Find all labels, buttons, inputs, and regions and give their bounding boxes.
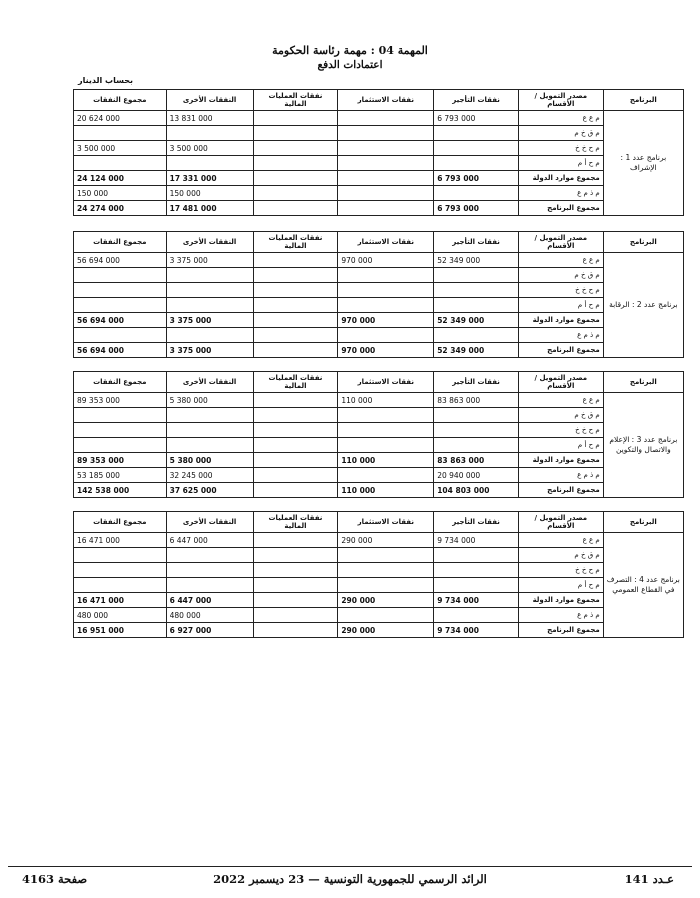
funding-source: م ذ م ع: [518, 328, 603, 343]
amount-wage: 83 863 000: [434, 393, 519, 408]
column-header: نفقات الاستثمار: [338, 372, 434, 393]
amount-invest: [338, 578, 434, 593]
amount-fin: [253, 408, 338, 423]
amount-fin: [253, 171, 338, 186]
amount-wage: [434, 423, 519, 438]
amount-other: 13 831 000: [166, 111, 253, 126]
program-table: [73, 511, 684, 638]
funding-source: م ح أ م: [518, 578, 603, 593]
column-header: مصدر التمويل / الأقسام: [518, 90, 603, 111]
amount-other: [166, 156, 253, 171]
funding-source: م ق خ م: [518, 548, 603, 563]
amount-wage: [434, 283, 519, 298]
amount-invest: 290 000: [338, 623, 434, 638]
column-header: نفقات الاستثمار: [338, 512, 434, 533]
table-row: [74, 298, 684, 313]
funding-source: م ح خ خ: [518, 283, 603, 298]
amount-wage: 52 349 000: [434, 343, 519, 358]
amount-total: 56 694 000: [74, 313, 167, 328]
table-row: [74, 313, 684, 328]
table-row: [74, 141, 684, 156]
amount-wage: [434, 156, 519, 171]
amount-fin: [253, 468, 338, 483]
amount-other: 480 000: [166, 608, 253, 623]
amount-fin: [253, 328, 338, 343]
amount-wage: 52 349 000: [434, 253, 519, 268]
funding-source: م ذ م ع: [518, 186, 603, 201]
amount-fin: [253, 141, 338, 156]
funding-source: م ح أ م: [518, 298, 603, 313]
funding-source: مجموع موارد الدولة: [518, 593, 603, 608]
amount-invest: 110 000: [338, 483, 434, 498]
amount-fin: [253, 623, 338, 638]
amount-other: [166, 268, 253, 283]
amount-wage: [434, 268, 519, 283]
funding-source: م ع ع: [518, 393, 603, 408]
table-row: [74, 563, 684, 578]
amount-wage: 52 349 000: [434, 313, 519, 328]
amount-wage: 6 793 000: [434, 171, 519, 186]
amount-fin: [253, 313, 338, 328]
amount-wage: [434, 298, 519, 313]
funding-source: مجموع البرنامج: [518, 623, 603, 638]
amount-other: [166, 563, 253, 578]
table-row: [74, 393, 684, 408]
amount-fin: [253, 186, 338, 201]
amount-invest: [338, 126, 434, 141]
amount-other: 150 000: [166, 186, 253, 201]
amount-other: [166, 423, 253, 438]
table-row: [74, 283, 684, 298]
amount-total: [74, 578, 167, 593]
amount-other: [166, 438, 253, 453]
column-header: النفقات الأخرى: [166, 90, 253, 111]
amount-fin: [253, 126, 338, 141]
amount-total: 56 694 000: [74, 253, 167, 268]
amount-invest: [338, 268, 434, 283]
amount-total: 3 500 000: [74, 141, 167, 156]
amount-other: 6 447 000: [166, 593, 253, 608]
funding-source: م ق خ م: [518, 126, 603, 141]
amount-invest: 970 000: [338, 343, 434, 358]
column-header: نفقات الاستثمار: [338, 232, 434, 253]
funding-source: م ح أ م: [518, 438, 603, 453]
column-header: مصدر التمويل / الأقسام: [518, 372, 603, 393]
funding-source: م ح خ خ: [518, 141, 603, 156]
funding-source: م ح أ م: [518, 156, 603, 171]
amount-wage: [434, 141, 519, 156]
amount-other: 3 375 000: [166, 313, 253, 328]
amount-fin: [253, 423, 338, 438]
amount-total: [74, 156, 167, 171]
column-header: نفقات العمليات المالية: [253, 90, 338, 111]
funding-source: م ع ع: [518, 533, 603, 548]
amount-total: [74, 438, 167, 453]
amount-invest: [338, 468, 434, 483]
amount-fin: [253, 548, 338, 563]
footer-rule: [8, 866, 692, 867]
program-table: [73, 89, 684, 216]
amount-other: 3 375 000: [166, 343, 253, 358]
amount-fin: [253, 298, 338, 313]
amount-total: 24 274 000: [74, 201, 167, 216]
column-header: نفقات العمليات المالية: [253, 372, 338, 393]
amount-total: 56 694 000: [74, 343, 167, 358]
amount-invest: [338, 141, 434, 156]
amount-other: 3 500 000: [166, 141, 253, 156]
funding-source: مجموع البرنامج: [518, 483, 603, 498]
program-name: برنامج عدد 3 : الإعلام والاتصال والتكوين: [603, 393, 683, 498]
amount-total: [74, 548, 167, 563]
table-row: [74, 156, 684, 171]
amount-other: [166, 548, 253, 563]
column-header: نفقات العمليات المالية: [253, 512, 338, 533]
amount-other: [166, 328, 253, 343]
amount-wage: [434, 408, 519, 423]
amount-total: 16 471 000: [74, 533, 167, 548]
amount-total: [74, 408, 167, 423]
funding-source: مجموع موارد الدولة: [518, 171, 603, 186]
program-name: برنامج عدد 4 : التصرف في القطاع العمومي: [603, 533, 683, 638]
table-row: [74, 408, 684, 423]
program-name: برنامج عدد 1 : الإشراف: [603, 111, 683, 216]
amount-other: 6 927 000: [166, 623, 253, 638]
page-number: صفحة 4163: [22, 872, 88, 886]
table-row: [74, 468, 684, 483]
amount-invest: [338, 156, 434, 171]
amount-fin: [253, 201, 338, 216]
amount-invest: [338, 201, 434, 216]
program-table: [73, 371, 684, 498]
funding-source: مجموع موارد الدولة: [518, 453, 603, 468]
amount-invest: 970 000: [338, 253, 434, 268]
amount-other: 3 375 000: [166, 253, 253, 268]
funding-source: مجموع موارد الدولة: [518, 313, 603, 328]
amount-other: [166, 578, 253, 593]
funding-source: مجموع البرنامج: [518, 343, 603, 358]
amount-other: 17 481 000: [166, 201, 253, 216]
column-header: البرنامج: [603, 512, 683, 533]
amount-fin: [253, 268, 338, 283]
amount-fin: [253, 593, 338, 608]
funding-source: م ح خ خ: [518, 423, 603, 438]
column-header: نفقات التأجير: [434, 372, 519, 393]
amount-other: [166, 408, 253, 423]
table-row: [74, 593, 684, 608]
amount-fin: [253, 438, 338, 453]
amount-other: 6 447 000: [166, 533, 253, 548]
column-header: نفقات العمليات المالية: [253, 232, 338, 253]
amount-wage: 20 940 000: [434, 468, 519, 483]
amount-total: 89 353 000: [74, 393, 167, 408]
amount-fin: [253, 343, 338, 358]
funding-source: مجموع البرنامج: [518, 201, 603, 216]
column-header: نفقات الاستثمار: [338, 90, 434, 111]
amount-total: 142 538 000: [74, 483, 167, 498]
amount-other: 5 380 000: [166, 393, 253, 408]
amount-wage: [434, 438, 519, 453]
amount-total: 53 185 000: [74, 468, 167, 483]
table-row: [74, 453, 684, 468]
amount-fin: [253, 483, 338, 498]
amount-wage: [434, 578, 519, 593]
funding-source: م ق خ م: [518, 408, 603, 423]
column-header: نفقات التأجير: [434, 232, 519, 253]
amount-invest: 970 000: [338, 313, 434, 328]
column-header: مصدر التمويل / الأقسام: [518, 512, 603, 533]
amount-wage: [434, 126, 519, 141]
amount-wage: [434, 548, 519, 563]
column-header: مجموع النفقات: [74, 90, 167, 111]
amount-total: [74, 423, 167, 438]
amount-total: 24 124 000: [74, 171, 167, 186]
table-row: [74, 201, 684, 216]
amount-wage: [434, 328, 519, 343]
column-header: النفقات الأخرى: [166, 512, 253, 533]
amount-total: [74, 126, 167, 141]
table-row: [74, 608, 684, 623]
mission-title: المهمة 04 : مهمة رئاسة الحكومة: [272, 44, 428, 57]
column-header: مصدر التمويل / الأقسام: [518, 232, 603, 253]
amount-invest: [338, 186, 434, 201]
amount-total: [74, 283, 167, 298]
table-row: [74, 126, 684, 141]
amount-wage: 9 734 000: [434, 623, 519, 638]
table-row: [74, 533, 684, 548]
amount-total: [74, 563, 167, 578]
amount-total: 16 471 000: [74, 593, 167, 608]
amount-wage: [434, 563, 519, 578]
amount-invest: 110 000: [338, 453, 434, 468]
table-row: [74, 423, 684, 438]
column-header: مجموع النفقات: [74, 512, 167, 533]
section-subtitle: اعتمادات الدفع: [317, 59, 383, 71]
amount-invest: [338, 563, 434, 578]
table-row: [74, 548, 684, 563]
unit-note: بحساب الدينار: [78, 76, 133, 85]
column-header: البرنامج: [603, 232, 683, 253]
table-row: [74, 343, 684, 358]
amount-fin: [253, 533, 338, 548]
amount-invest: [338, 171, 434, 186]
column-header: البرنامج: [603, 372, 683, 393]
amount-fin: [253, 111, 338, 126]
column-header: النفقات الأخرى: [166, 372, 253, 393]
amount-invest: [338, 328, 434, 343]
amount-other: [166, 283, 253, 298]
funding-source: م ع ع: [518, 253, 603, 268]
funding-source: م ذ م ع: [518, 608, 603, 623]
amount-fin: [253, 283, 338, 298]
program-name: برنامج عدد 2 : الرقابة: [603, 253, 683, 358]
table-row: [74, 268, 684, 283]
amount-other: 37 625 000: [166, 483, 253, 498]
amount-wage: 6 793 000: [434, 111, 519, 126]
amount-invest: [338, 608, 434, 623]
amount-fin: [253, 453, 338, 468]
funding-source: م ق خ م: [518, 268, 603, 283]
amount-wage: [434, 186, 519, 201]
amount-other: 32 245 000: [166, 468, 253, 483]
column-header: النفقات الأخرى: [166, 232, 253, 253]
amount-invest: [338, 283, 434, 298]
amount-total: [74, 328, 167, 343]
column-header: البرنامج: [603, 90, 683, 111]
amount-fin: [253, 393, 338, 408]
amount-invest: [338, 423, 434, 438]
amount-total: 16 951 000: [74, 623, 167, 638]
amount-total: 480 000: [74, 608, 167, 623]
amount-total: [74, 268, 167, 283]
table-row: [74, 623, 684, 638]
table-row: [74, 186, 684, 201]
amount-fin: [253, 253, 338, 268]
amount-fin: [253, 578, 338, 593]
program-table: [73, 231, 684, 358]
table-row: [74, 578, 684, 593]
amount-total: 150 000: [74, 186, 167, 201]
amount-wage: 6 793 000: [434, 201, 519, 216]
table-row: [74, 438, 684, 453]
table-row: [74, 328, 684, 343]
table-row: [74, 253, 684, 268]
table-row: [74, 483, 684, 498]
amount-wage: 9 734 000: [434, 593, 519, 608]
funding-source: م ذ م ع: [518, 468, 603, 483]
funding-source: م ع ع: [518, 111, 603, 126]
amount-invest: [338, 111, 434, 126]
amount-invest: 290 000: [338, 593, 434, 608]
amount-wage: 104 803 000: [434, 483, 519, 498]
amount-invest: [338, 298, 434, 313]
amount-fin: [253, 156, 338, 171]
amount-other: [166, 298, 253, 313]
amount-invest: [338, 408, 434, 423]
amount-invest: 290 000: [338, 533, 434, 548]
funding-source: م ح خ خ: [518, 563, 603, 578]
issue-number: عـدد 141: [624, 872, 674, 886]
table-row: [74, 171, 684, 186]
table-row: [74, 111, 684, 126]
amount-invest: [338, 548, 434, 563]
amount-fin: [253, 608, 338, 623]
amount-wage: 83 863 000: [434, 453, 519, 468]
column-header: مجموع النفقات: [74, 232, 167, 253]
amount-wage: [434, 608, 519, 623]
amount-invest: [338, 438, 434, 453]
amount-total: 89 353 000: [74, 453, 167, 468]
column-header: نفقات التأجير: [434, 512, 519, 533]
amount-other: [166, 126, 253, 141]
amount-invest: 110 000: [338, 393, 434, 408]
amount-total: [74, 298, 167, 313]
column-header: نفقات التأجير: [434, 90, 519, 111]
amount-other: 17 331 000: [166, 171, 253, 186]
amount-fin: [253, 563, 338, 578]
amount-other: 5 380 000: [166, 453, 253, 468]
amount-wage: 9 734 000: [434, 533, 519, 548]
column-header: مجموع النفقات: [74, 372, 167, 393]
journal-name: الرائد الرسمي للجمهورية التونسية — 23 ديسمبر 2022: [213, 872, 487, 886]
amount-total: 20 624 000: [74, 111, 167, 126]
